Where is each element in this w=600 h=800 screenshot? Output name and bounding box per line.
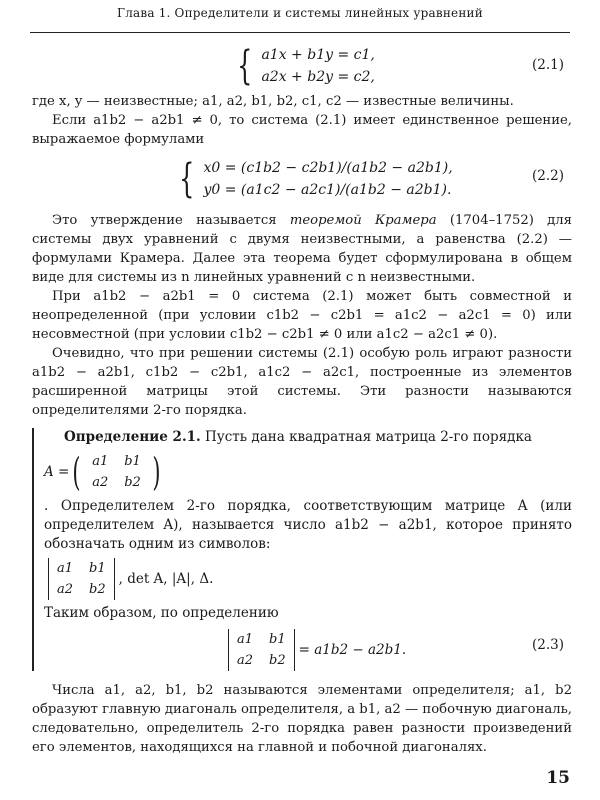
paragraph-elements: Числа a1, a2, b1, b2 называются элементами определителя; a1, b2 образуют главную диагональ определителя, а b1, a2 — побочную диагональ, следовательно, определитель 2-го порядка равен разности произведений его элементов, находящихся на главной и побочной диагоналях. bbox=[32, 683, 572, 755]
determinant-symbol bbox=[48, 558, 115, 600]
eq21-line2: a2x + b2y = c2, bbox=[261, 69, 375, 85]
eq21-number: (2.1) bbox=[531, 57, 564, 73]
running-header: Глава 1. Определители и системы линейных уравнений bbox=[117, 6, 483, 20]
matrix-a: ( a1 b1 a2 b2 ) bbox=[72, 450, 161, 494]
symbols-row bbox=[44, 558, 572, 600]
eq23-number: (2.3) bbox=[531, 637, 564, 653]
det-cell: b2 bbox=[89, 582, 106, 597]
paragraph-unknowns: где x, y — неизвестные; a1, a2, b1, b2, c1, c2 — известные величины. bbox=[32, 94, 514, 109]
matrix-name: A = bbox=[44, 463, 70, 480]
formula-text: = a1b2 − a2b1. bbox=[298, 641, 407, 658]
paragraph-cramer bbox=[32, 211, 572, 287]
det-cell: a1 bbox=[57, 561, 74, 576]
definition-thus: Таким образом, по определению bbox=[44, 605, 279, 621]
equation-2-1 bbox=[32, 42, 572, 92]
formula-2-3 bbox=[224, 629, 572, 671]
definition-block bbox=[32, 428, 572, 671]
eq22-number: (2.2) bbox=[531, 168, 564, 184]
paragraph-degenerate: При a1b2 − a2b1 = 0 система (2.1) может быть совместной и неопределенной (при условии c1b2 − c2b1 = a1c2 − a2c1 = 0) или несовместной (при условии c1b2 − c2b1 ≠ 0 или a1c2 − a2c1 ≠ 0). bbox=[32, 289, 572, 342]
eq21-line1: a1x + b1y = c1, bbox=[261, 47, 375, 63]
definition-title: Определение 2.1. bbox=[64, 429, 201, 445]
cramer-term: теоремой Крамера bbox=[289, 213, 437, 228]
matrix-cell: b2 bbox=[124, 475, 141, 490]
eq22-line2: y0 = (a1c2 − a2c1)/(a1b2 − a2b1). bbox=[203, 182, 452, 198]
left-brace: { bbox=[237, 43, 253, 89]
header-rule bbox=[30, 32, 570, 33]
det-cell: a2 bbox=[57, 582, 74, 597]
det-cell: a1 bbox=[237, 632, 254, 647]
definition-body: . Определителем 2-го порядка, соответствующим матрице A (или определителем A), называется число a1b2 − a2b1, которое принято обозначать одним из символов: bbox=[44, 498, 572, 552]
matrix-row bbox=[44, 451, 572, 493]
det-cell: a2 bbox=[237, 653, 254, 668]
matrix-cell: a1 bbox=[92, 454, 109, 469]
eq22-line1: x0 = (c1b2 − c2b1)/(a1b2 − a2b1), bbox=[203, 160, 453, 176]
paragraph-differences: Очевидно, что при решении системы (2.1) особую роль играют разности a1b2 − a2b1, c1b2 − c2b1, a1c2 − a2c1, построенные из элементов расширенной матрицы этой системы. Эти разности называются определителями 2-го порядка. bbox=[32, 346, 572, 418]
matrix-cell: b1 bbox=[124, 454, 141, 469]
page-number: 15 bbox=[546, 768, 570, 788]
matrix-cell: a2 bbox=[92, 475, 109, 490]
paragraph-condition: Если a1b2 − a2b1 ≠ 0, то система (2.1) имеет единственное решение, выражаемое формулами bbox=[32, 113, 572, 147]
page-body bbox=[32, 42, 572, 757]
determinant-formula bbox=[228, 629, 295, 671]
cramer-text-after: (1704–1752) для системы двух уравнений с двумя неизвестными, а равенства (2.2) — формулами Крамера. Далее эта теорема будет сформулирована в общем виде для системы из n линейных уравнений с n неизвестными. bbox=[32, 213, 572, 285]
det-cell: b1 bbox=[269, 632, 286, 647]
det-cell: b2 bbox=[269, 653, 286, 668]
cramer-text-before: Это утверждение называется bbox=[52, 213, 277, 228]
equation-2-2 bbox=[32, 153, 572, 207]
det-cell: b1 bbox=[89, 561, 106, 576]
definition-lead: Пусть дана квадратная матрица 2-го порядка bbox=[205, 429, 532, 445]
left-brace: { bbox=[179, 156, 195, 202]
symbols-text: , det A, |A|, Δ. bbox=[118, 570, 214, 587]
